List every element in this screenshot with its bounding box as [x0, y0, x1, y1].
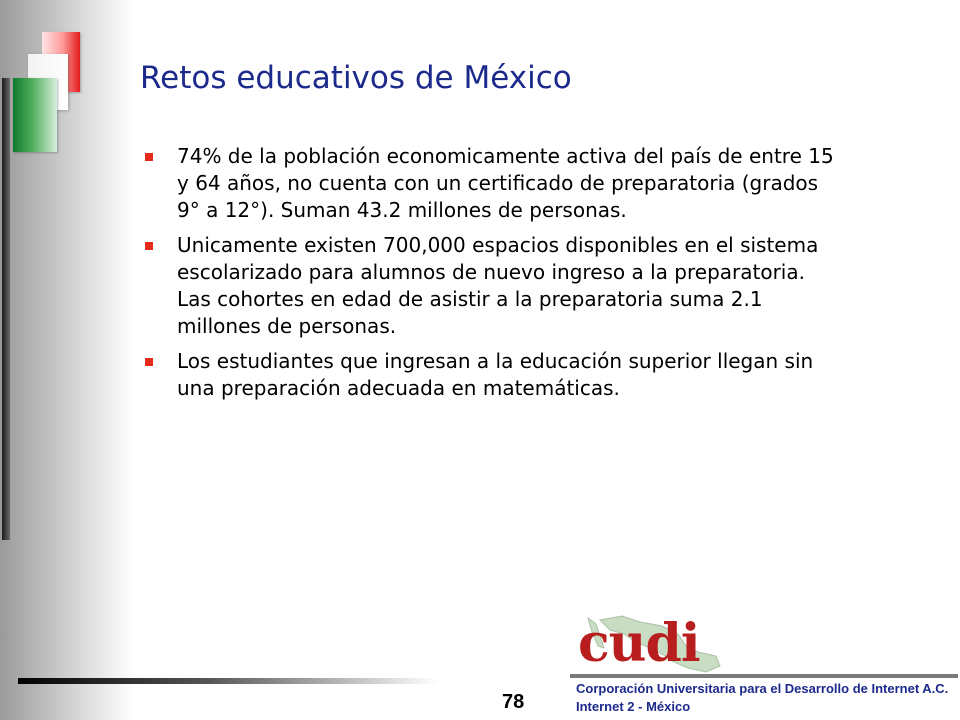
bullet-list: [145, 143, 835, 410]
bullet-item: [145, 143, 835, 224]
bullet-item: [145, 348, 835, 402]
logo-rule: [570, 674, 958, 678]
bullet-text: Unicamente existen 700,000 espacios disponibles en el sistema escolarizado para alumnos de nuevo ingreso a la preparatoria. Las cohortes en edad de asistir a la preparatoria suma 2.1 millones de personas.: [177, 233, 819, 338]
bottom-separator: [18, 678, 438, 684]
bullet-text: 74% de la población economicamente activa del país de entre 15 y 64 años, no cuenta con un certificado de preparatoria (grados 9° a 12°). Suman 43.2 millones de personas.: [177, 144, 834, 222]
bullet-marker-icon: [145, 358, 153, 366]
logo-subtitle: Internet 2 - México: [576, 699, 691, 714]
logo-wordmark: cudi: [578, 613, 700, 674]
cudi-logo: [570, 612, 960, 720]
left-dark-bar: [2, 78, 10, 540]
bullet-item: [145, 232, 835, 340]
slide-title: Retos educativos de México: [140, 60, 572, 96]
flag-green-square: [13, 78, 57, 152]
page-number: 78: [502, 691, 525, 713]
logo-organization-name: Corporación Universitaria para el Desarrollo de Internet A.C.: [576, 681, 949, 696]
bullet-marker-icon: [145, 242, 153, 250]
bullet-text: Los estudiantes que ingresan a la educación superior llegan sin una preparación adecuada en matemáticas.: [177, 349, 814, 400]
bullet-marker-icon: [145, 153, 153, 161]
